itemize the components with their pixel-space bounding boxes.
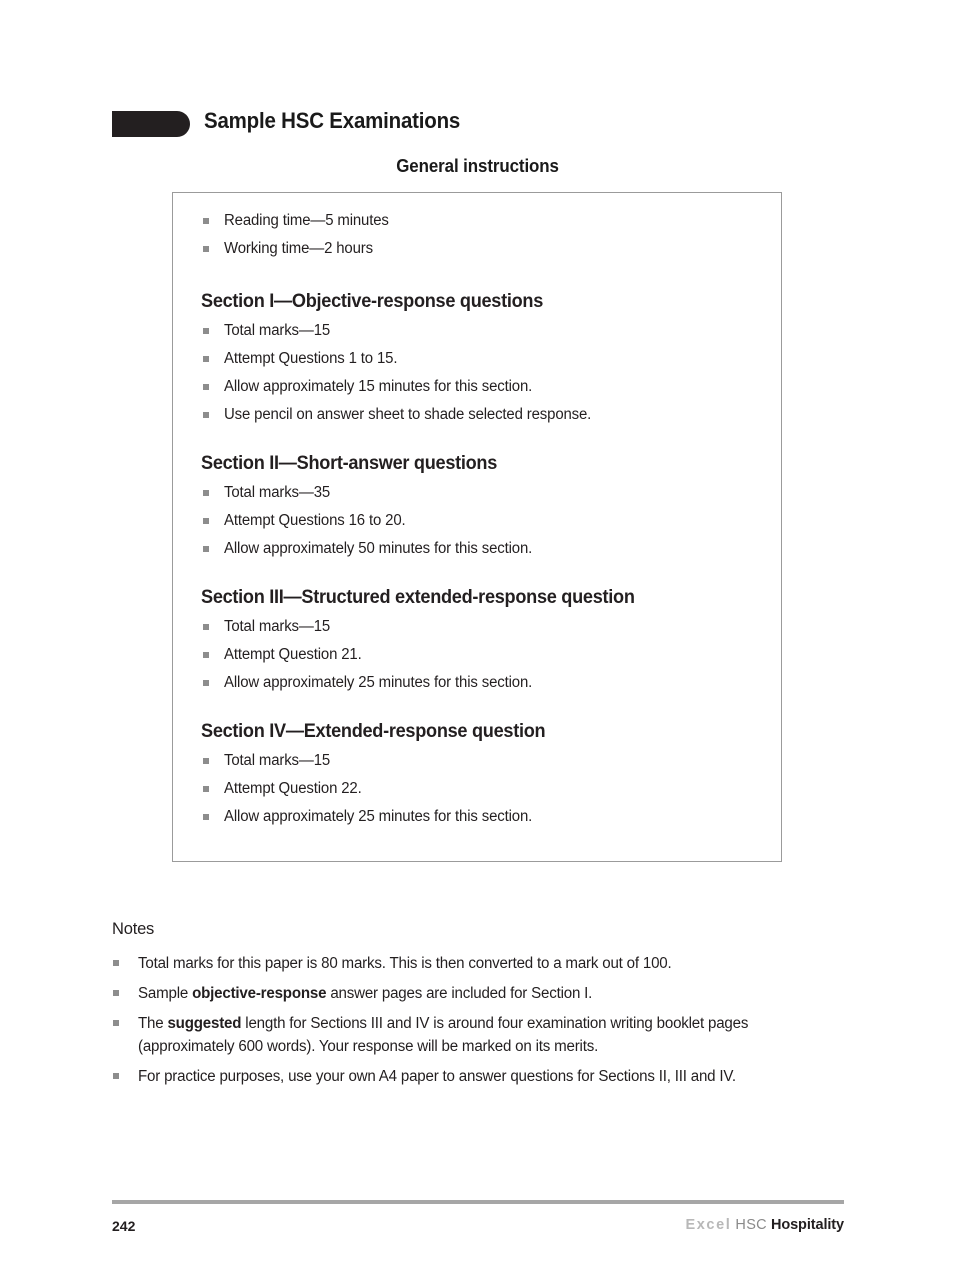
note-fragment: length for Sections III and IV is around four examination writing booklet pages (approximately 600 words). Your response will be marked on its merits. xyxy=(138,1015,749,1055)
note-fragment: For practice purposes, use your own A4 paper to answer questions for Sections II, III and IV. xyxy=(138,1068,736,1085)
bullet-text: Reading time—5 minutes xyxy=(224,212,389,229)
section-bullet-item xyxy=(187,775,763,803)
bullet-text: Working time—2 hours xyxy=(224,240,373,257)
bullet-square-icon xyxy=(203,758,209,764)
section-bullet-list xyxy=(187,479,763,563)
section-bullet-item xyxy=(187,373,763,401)
intro-bullet-list xyxy=(187,207,763,263)
bullet-text: Allow approximately 50 minutes for this section. xyxy=(224,540,533,557)
note-text xyxy=(138,982,834,1005)
footer-brand xyxy=(685,1217,844,1233)
general-instructions-label: General instructions xyxy=(396,156,560,176)
bullet-square-icon xyxy=(113,990,119,996)
note-fragment: The xyxy=(138,1015,168,1032)
note-emphasis: objective-response xyxy=(192,985,327,1002)
notes-title: Notes xyxy=(112,920,155,938)
bullet-text: Total marks—35 xyxy=(224,484,331,501)
section-bullet-item xyxy=(187,479,763,507)
bullet-square-icon xyxy=(203,218,209,224)
section-bullet-item xyxy=(187,613,763,641)
bullet-square-icon xyxy=(203,624,209,630)
bullet-text: Use pencil on answer sheet to shade selected response. xyxy=(224,406,592,423)
section-bullet-list xyxy=(187,317,763,429)
bullet-text: Attempt Questions 1 to 15. xyxy=(224,350,398,367)
instruction-box xyxy=(172,192,782,862)
note-item xyxy=(112,1012,852,1058)
bullet-square-icon xyxy=(203,356,209,362)
section-bullet-item xyxy=(187,669,763,697)
footer-divider xyxy=(112,1200,844,1204)
note-emphasis: suggested xyxy=(167,1015,242,1032)
note-text xyxy=(138,1065,834,1088)
section-bullet-item xyxy=(187,747,763,775)
note-fragment: Total marks for this paper is 80 marks. This is then converted to a mark out of 100. xyxy=(138,955,672,972)
section-heading xyxy=(187,289,763,317)
section-heading-label: Section I—Objective-response questions xyxy=(201,291,544,312)
bullet-square-icon xyxy=(203,652,209,658)
bullet-square-icon xyxy=(203,786,209,792)
intro-bullet-item xyxy=(187,235,763,263)
section-bullet-list xyxy=(187,613,763,697)
bullet-square-icon xyxy=(113,1020,119,1026)
note-fragment: Sample xyxy=(138,985,193,1002)
exam-section-block xyxy=(187,585,763,697)
exam-sections xyxy=(187,289,763,831)
page-header xyxy=(0,0,956,176)
bullet-text: Total marks—15 xyxy=(224,322,331,339)
section-heading-label: Section III—Structured extended-response question xyxy=(201,587,635,608)
note-item xyxy=(112,1065,852,1088)
bullet-text: Attempt Question 22. xyxy=(224,780,362,797)
section-bullet-item xyxy=(187,803,763,831)
exam-section-block xyxy=(187,451,763,563)
black-rounded-tab-icon xyxy=(112,111,190,137)
page-number: 242 xyxy=(112,1218,136,1234)
bullet-square-icon xyxy=(203,490,209,496)
page-title: Sample HSC Examinations xyxy=(204,108,461,133)
bullet-text: Attempt Questions 16 to 20. xyxy=(224,512,406,529)
notes-section xyxy=(112,918,852,1095)
bullet-square-icon xyxy=(203,384,209,390)
instruction-box-content xyxy=(173,193,781,831)
bullet-square-icon xyxy=(203,246,209,252)
exam-section-block xyxy=(187,289,763,429)
bullet-square-icon xyxy=(203,680,209,686)
section-bullet-item xyxy=(187,317,763,345)
exam-section-block xyxy=(187,719,763,831)
section-heading xyxy=(187,719,763,747)
bullet-square-icon xyxy=(113,960,119,966)
section-heading xyxy=(187,451,763,479)
note-item xyxy=(112,982,852,1005)
note-text xyxy=(138,1012,834,1058)
bullet-square-icon xyxy=(203,814,209,820)
section-heading-label: Section IV—Extended-response question xyxy=(201,721,546,742)
bullet-text: Total marks—15 xyxy=(224,752,331,769)
section-bullet-item xyxy=(187,507,763,535)
note-fragment: answer pages are included for Section I. xyxy=(326,985,593,1002)
section-bullet-list xyxy=(187,747,763,831)
section-bullet-item xyxy=(187,401,763,429)
section-bullet-item xyxy=(187,535,763,563)
bullet-square-icon xyxy=(203,518,209,524)
section-heading xyxy=(187,585,763,613)
section-bullet-item xyxy=(187,641,763,669)
note-item xyxy=(112,952,852,975)
brand-subject-label: Hospitality xyxy=(770,1217,844,1233)
bullet-text: Allow approximately 25 minutes for this section. xyxy=(224,674,533,691)
general-instructions-heading xyxy=(0,156,956,177)
notes-bullet-list xyxy=(112,952,852,1088)
bullet-square-icon xyxy=(203,412,209,418)
note-text xyxy=(138,952,834,975)
brand-excel-label: Excel xyxy=(685,1217,732,1233)
bullet-text: Total marks—15 xyxy=(224,618,331,635)
bullet-text: Attempt Question 21. xyxy=(224,646,362,663)
bullet-square-icon xyxy=(113,1073,119,1079)
section-heading-label: Section II—Short-answer questions xyxy=(201,453,498,474)
bullet-square-icon xyxy=(203,546,209,552)
bullet-text: Allow approximately 25 minutes for this section. xyxy=(224,808,533,825)
intro-bullet-item xyxy=(187,207,763,235)
bullet-square-icon xyxy=(203,328,209,334)
section-bullet-item xyxy=(187,345,763,373)
bullet-text: Allow approximately 15 minutes for this section. xyxy=(224,378,533,395)
brand-hsc-label: HSC xyxy=(735,1217,767,1233)
